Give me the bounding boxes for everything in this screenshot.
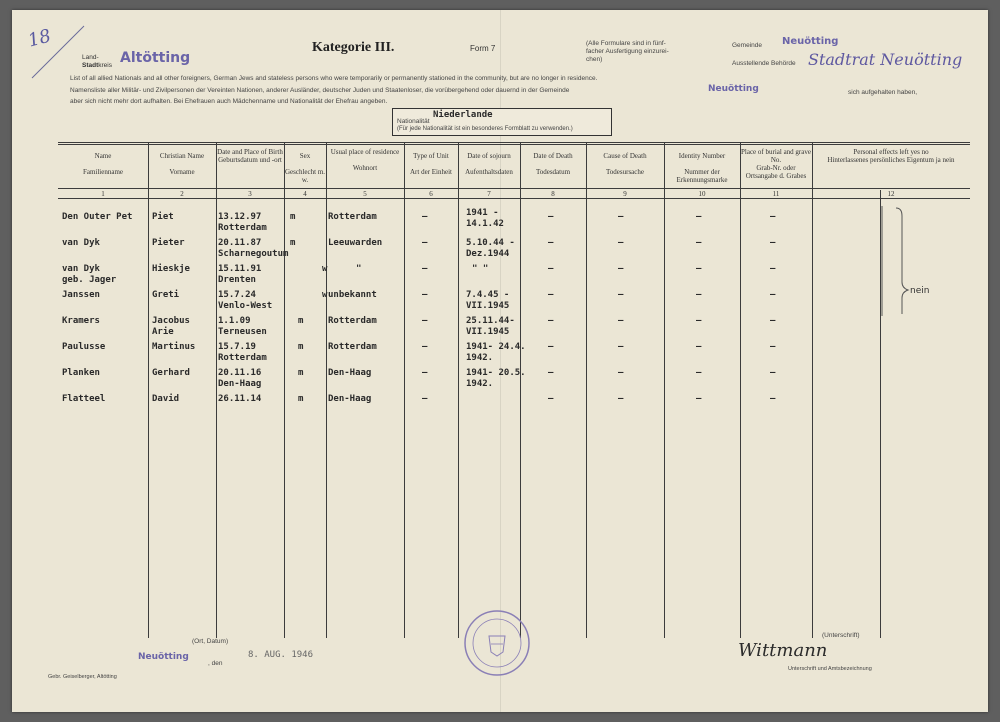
cell-death-cause: — (618, 264, 624, 274)
cell-birth: 20.11.16 Den-Haag (218, 368, 262, 389)
cell-residence: Den-Haag (328, 394, 372, 404)
category-title: Kategorie III. (312, 40, 395, 55)
official-seal (462, 608, 532, 678)
cell-sojourn: 5.10.44 - Dez.1944 (466, 238, 515, 259)
cell-death-date: — (548, 290, 554, 300)
form-sheet (12, 10, 988, 712)
cell-death-date: — (548, 316, 554, 326)
cell-identity: — (696, 342, 702, 352)
cell-grave: — (770, 212, 776, 222)
signature-sub: Unterschrift und Amtsbezeichnung (788, 666, 872, 672)
intro-stamp: Neuötting (708, 84, 759, 94)
cell-unit: — (422, 238, 428, 248)
header-name: Name Familienname (82, 152, 124, 176)
cell-sojourn: 1941- 24.4. 1942. (466, 342, 526, 363)
cell-sojourn: 7.4.45 - VII.1945 (466, 290, 510, 311)
cell-residence: " (356, 264, 362, 274)
cell-residence: Rotterdam (328, 212, 377, 222)
cell-birth: 13.12.97 Rotterdam (218, 212, 267, 233)
cell-grave: — (770, 342, 776, 352)
col-divider (216, 142, 217, 638)
cell-birth: 15.7.24 Venlo-West (218, 290, 273, 311)
cell-unit: — (422, 264, 428, 274)
cell-name: Planken (62, 368, 100, 378)
cell-residence: Rotterdam (328, 316, 377, 326)
col-num: 3 (248, 190, 252, 198)
cell-first-name: Pieter (152, 238, 185, 248)
corner-slash (22, 20, 92, 80)
cell-identity: — (696, 316, 702, 326)
col-num: 11 (772, 190, 780, 198)
col-num: 12 (887, 190, 895, 198)
cell-sojourn: 25.11.44- VII.1945 (466, 316, 515, 337)
cell-death-cause: — (618, 316, 624, 326)
cell-name: Kramers (62, 316, 100, 326)
col-divider (520, 142, 521, 638)
cell-name: Janssen (62, 290, 100, 300)
header-christian-name: Christian Name Vorname (159, 152, 205, 176)
cell-death-cause: — (618, 238, 624, 248)
cell-identity: — (696, 394, 702, 404)
signature: Wittmann (738, 640, 828, 661)
signature-label: (Unterschrift) (822, 632, 860, 639)
cell-identity: — (696, 238, 702, 248)
authority-stamp: Stadtrat Neuötting (808, 50, 963, 69)
intro-line-2-end: sich aufgehalten haben, (848, 89, 918, 96)
cell-first-name: Jacobus Arie (152, 316, 190, 337)
cell-death-date: — (548, 342, 554, 352)
header-sex: Sex Geschlecht m. w. (284, 152, 326, 184)
copies-note: (Alle Formulare sind in fünf- facher Ausfertigung einzurei- chen) (586, 40, 669, 63)
cell-identity: — (696, 368, 702, 378)
nationality-box (392, 108, 612, 136)
form-label: Form 7 (470, 44, 496, 53)
col-divider (740, 142, 741, 638)
cell-death-cause: — (618, 212, 624, 222)
cell-birth: 1.1.09 Terneusen (218, 316, 267, 337)
table-numbers-line (58, 198, 970, 199)
cell-death-date: — (548, 212, 554, 222)
cell-name: van Dyk (62, 238, 100, 248)
cell-unit: — (422, 368, 428, 378)
cell-unit: — (422, 290, 428, 300)
cell-sojourn: 1941 - 14.1.42 (466, 208, 504, 229)
cell-birth: 15.11.91 Drenten (218, 264, 262, 285)
cell-residence: unbekannt (328, 290, 377, 300)
cell-sex: m (290, 238, 296, 248)
cell-first-name: Hieskje (152, 264, 190, 274)
intro-line-3: aber sich nicht mehr dort aufhalten. Bei Ehefrauen auch Mädchenname und Nationalität der Ehefrau angeben. (70, 98, 388, 105)
col-num: 10 (698, 190, 706, 198)
cell-sex: m (290, 212, 296, 222)
col-num: 1 (101, 190, 105, 198)
col-num: 6 (429, 190, 433, 198)
cell-birth: 20.11.87 Scharnegoutum (218, 238, 289, 259)
cell-death-cause: — (618, 290, 624, 300)
cell-sex: w (322, 290, 328, 300)
printer-note: Gebr. Geiselberger, Altötting (48, 674, 117, 680)
cell-sex: m (298, 316, 304, 326)
cell-grave: — (770, 290, 776, 300)
cell-name: Paulusse (62, 342, 106, 352)
cell-death-date: — (548, 264, 554, 274)
cell-death-date: — (548, 368, 554, 378)
cell-unit: — (422, 342, 428, 352)
cell-death-date: — (548, 394, 554, 404)
cell-residence: Leeuwarden (328, 238, 383, 248)
table-header-line (58, 188, 970, 189)
cell-death-cause: — (618, 368, 624, 378)
header-effects: Personal effects left yes no Hinterlassenes persönliches Eigentum ja nein (827, 148, 955, 164)
cell-name: Flatteel (62, 394, 106, 404)
cell-birth: 26.11.14 (218, 394, 262, 404)
intro-line-1: List of all allied Nationals and all other foreigners, German Jews and stateless persons who were temporarily or permanently stationed in the community, but are no longer in residence. (70, 75, 598, 82)
col-divider (586, 142, 587, 638)
cell-name: van Dyk geb. Jager (62, 264, 117, 285)
records-table (58, 140, 978, 640)
header-birth: Date and Place of Birth Geburtsdatum und -ort (217, 148, 283, 164)
cell-grave: — (770, 238, 776, 248)
nationality-value: Niederlande (433, 110, 493, 120)
kreis-label: Land- Stadtkreis (82, 54, 112, 69)
col-num: 2 (180, 190, 184, 198)
col-num: 5 (363, 190, 367, 198)
cell-grave: — (770, 394, 776, 404)
cell-first-name: Greti (152, 290, 180, 300)
cell-sex: m (298, 394, 304, 404)
cell-death-date: — (548, 238, 554, 248)
header-death-cause: Cause of Death Todesursache (603, 152, 647, 176)
col-num: 9 (623, 190, 627, 198)
header-identity: Identity Number Nummer der Erkennungsmarke (676, 152, 728, 184)
cell-unit: — (422, 316, 428, 326)
col-divider (284, 142, 285, 638)
cell-identity: — (696, 264, 702, 274)
header-grave: Place of burial and grave No. Grab-Nr. oder Ortsangabe d. Grabes (741, 148, 811, 180)
cell-death-cause: — (618, 394, 624, 404)
cell-grave: — (770, 264, 776, 274)
table-top-line-2 (58, 144, 970, 145)
table-top-line (58, 142, 970, 143)
effects-note: nein (910, 286, 930, 296)
place-stamp: Neuötting (138, 652, 189, 662)
col-divider (664, 142, 665, 638)
col-num: 8 (551, 190, 555, 198)
col-divider (458, 142, 459, 638)
col-divider (404, 142, 405, 638)
cell-first-name: David (152, 394, 180, 404)
cell-first-name: Martinus (152, 342, 196, 352)
corner-mark: 18 (25, 25, 54, 52)
den-label: , den (208, 660, 223, 667)
cell-sex: m (298, 368, 304, 378)
gemeinde-label: Gemeinde (732, 42, 762, 49)
cell-unit: — (422, 212, 428, 222)
col-divider (326, 142, 327, 638)
cell-grave: — (770, 368, 776, 378)
cell-birth: 15.7.19 Rotterdam (218, 342, 267, 363)
cell-name: Den Outer Pet (62, 212, 133, 222)
header-sojourn: Date of sojourn Aufenthaltsdaten (465, 152, 513, 176)
col-divider (148, 142, 149, 638)
cell-grave: — (770, 316, 776, 326)
col-num: 4 (303, 190, 307, 198)
header-unit: Type of Unit Art der Einheit (410, 152, 452, 176)
cell-sex: w (322, 264, 328, 274)
cell-death-cause: — (618, 342, 624, 352)
cell-sojourn: 1941- 20.5. 1942. (466, 368, 526, 389)
cell-identity: — (696, 290, 702, 300)
cell-identity: — (696, 212, 702, 222)
cell-first-name: Piet (152, 212, 174, 222)
header-residence: Usual place of residence Wohnort (330, 148, 400, 172)
cell-first-name: Gerhard (152, 368, 190, 378)
effects-bracket (878, 204, 938, 324)
header-death-date: Date of Death Todesdatum (533, 152, 573, 176)
cell-unit: — (422, 394, 428, 404)
nationality-label: Nationalität (397, 118, 430, 125)
district-stamp: Altötting (120, 50, 191, 66)
col-divider (812, 142, 813, 638)
nationality-note: (Für jede Nationalität ist ein besonderes Formblatt zu verwenden.) (397, 126, 573, 132)
cell-residence: Rotterdam (328, 342, 377, 352)
cell-sex: m (298, 342, 304, 352)
gemeinde-stamp: Neuötting (782, 36, 839, 47)
cell-sojourn: " " (472, 264, 489, 274)
authority-label: Ausstellende Behörde (732, 60, 796, 67)
intro-line-2: Namensliste aller Militär- und Zivilpersonen der Vereinten Nationen, anderer Ausländer, deutscher Juden und Staatenloser, die vorübergehend oder dauernd in der Gemeinde (70, 87, 570, 94)
col-num: 7 (487, 190, 491, 198)
place-label: (Ort, Datum) (192, 638, 229, 645)
date-stamp: 8. AUG. 1946 (248, 650, 314, 660)
cell-residence: Den-Haag (328, 368, 372, 378)
